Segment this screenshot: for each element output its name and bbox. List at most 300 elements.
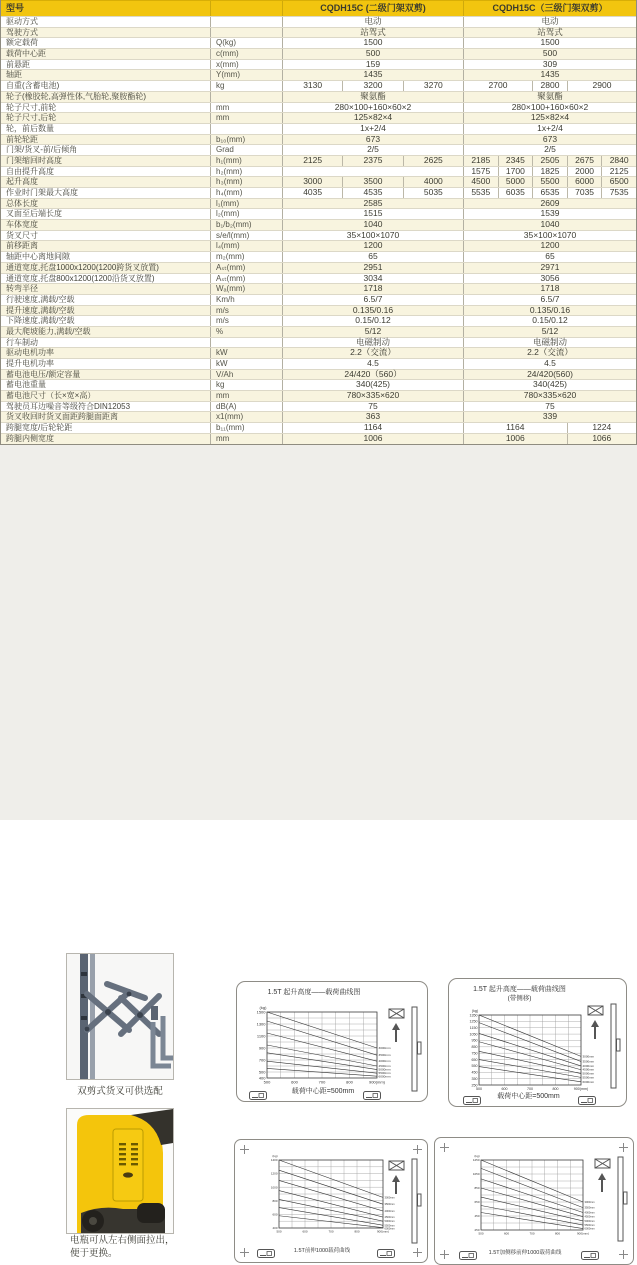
- svg-text:500: 500: [478, 1231, 484, 1236]
- spec-value-cell: 1x+2/4: [360, 122, 386, 133]
- chart2-caption: 载荷中心距=500mm: [497, 1093, 560, 1100]
- spec-value-group: [464, 423, 636, 433]
- spec-value-group: [283, 188, 464, 198]
- spec-label-cell: 前悬距: [1, 60, 211, 70]
- spec-label-cell: 轮子(橡胶轮,高弹性体,气胎轮,聚胺酯轮): [1, 92, 211, 102]
- spec-value-group: [283, 412, 464, 422]
- spec-label-cell: 跨腿内侧宽度: [1, 434, 211, 444]
- spec-unit-cell: Wₐ(mm): [211, 284, 283, 294]
- svg-text:4500mm: 4500mm: [582, 1067, 595, 1072]
- svg-text:4500mm: 4500mm: [584, 1215, 595, 1219]
- spec-label-cell: 下降速度,满载/空载: [1, 316, 211, 326]
- spec-value-cell: 1500: [540, 37, 560, 48]
- spec-value-cell: 2505: [532, 156, 567, 166]
- spec-label-cell: 轮，前后数量: [1, 124, 211, 134]
- spec-value-cell: 3056: [540, 272, 560, 283]
- spec-label-cell: 货叉收回时货叉面距跨腿面距离: [1, 412, 211, 422]
- spec-unit-cell: b₁/b₂(mm): [211, 220, 283, 230]
- svg-text:3500mm: 3500mm: [378, 1053, 391, 1058]
- svg-text:1350: 1350: [469, 1013, 478, 1018]
- svg-text:1500: 1500: [256, 1009, 266, 1015]
- spec-value-cell: 2000: [567, 167, 602, 177]
- spec-unit-cell: l₂(mm): [211, 209, 283, 219]
- spec-value-group: [283, 81, 464, 91]
- svg-text:700: 700: [258, 1057, 266, 1063]
- spec-value-group: [464, 177, 636, 187]
- spec-unit-cell: b₁₁(mm): [211, 423, 283, 433]
- spec-label-cell: 轴距中心离地间隙: [1, 252, 211, 262]
- spec-table-row: [1, 251, 636, 262]
- spec-value-cell: 3034: [363, 272, 383, 283]
- spec-label-cell: 作业时门架最大高度: [1, 188, 211, 198]
- spec-value-cell: 6500: [601, 177, 636, 187]
- svg-text:5500mm: 5500mm: [378, 1071, 391, 1076]
- svg-text:3500mm: 3500mm: [584, 1206, 595, 1210]
- spec-unit-cell: V/Ah: [211, 370, 283, 380]
- spec-value-cell: 4000: [403, 177, 463, 187]
- spec-unit-cell: dB(A): [211, 402, 283, 412]
- svg-text:3500mm: 3500mm: [582, 1059, 595, 1064]
- spec-value-group: [464, 370, 636, 380]
- svg-text:3000mm: 3000mm: [384, 1196, 395, 1200]
- spec-value-group: [464, 338, 636, 348]
- spec-label-cell: 叉面至后端长度: [1, 209, 211, 219]
- spec-value-group: [283, 380, 464, 390]
- svg-text:600: 600: [503, 1231, 510, 1236]
- spec-value-cell: 6035: [498, 188, 533, 198]
- svg-text:(kg): (kg): [471, 1009, 479, 1013]
- spec-value-group: [283, 434, 464, 444]
- spec-table-row: [1, 433, 636, 444]
- spec-table-row: [1, 369, 636, 380]
- svg-text:250: 250: [474, 1228, 480, 1233]
- spec-table-row: [1, 379, 636, 390]
- svg-text:1050: 1050: [469, 1032, 478, 1037]
- spec-label-cell: 自由提升高度: [1, 167, 211, 177]
- spec-label-cell: 提升速度,满载/空载: [1, 306, 211, 316]
- spec-value-cell: 6.5/7: [540, 293, 560, 304]
- spec-value-group: [464, 412, 636, 422]
- spec-unit-cell: mm: [211, 434, 283, 444]
- chart1-caption: 载荷中心距=500mm: [291, 1088, 355, 1095]
- spec-value-group: [464, 359, 636, 369]
- spec-value-group: [283, 103, 464, 113]
- spec-value-cell: 1164: [506, 422, 525, 433]
- spec-value-cell: 1x+2/4: [537, 122, 563, 133]
- spec-value-group: [283, 306, 464, 316]
- spec-label-cell: 轮子尺寸,前轮: [1, 103, 211, 113]
- battery-side-photo: [66, 1108, 174, 1234]
- svg-text:750: 750: [471, 1051, 478, 1056]
- spec-label-cell: 通道宽度,托盘1000x1200(1200跨货叉放置): [1, 263, 211, 273]
- svg-text:850: 850: [471, 1045, 478, 1050]
- header-unit-cell: [211, 1, 283, 16]
- spec-table-row: [1, 155, 636, 166]
- svg-text:1100: 1100: [256, 1033, 266, 1039]
- mast-lift-icon: [594, 1156, 628, 1244]
- spec-table-row: [1, 208, 636, 219]
- spec-value-cell: 280×100+160×60×2: [511, 101, 589, 112]
- spec-value-cell: 1515: [363, 208, 383, 219]
- spec-value-group: [283, 167, 464, 177]
- svg-text:1000: 1000: [270, 1185, 278, 1190]
- svg-text:600: 600: [272, 1212, 278, 1217]
- spec-unit-cell: mm: [211, 113, 283, 123]
- header-model-label: 型号: [1, 1, 211, 16]
- spec-table-row: [1, 176, 636, 187]
- spec-value-cell: 7035: [567, 188, 602, 198]
- spec-unit-cell: m/s: [211, 316, 283, 326]
- spec-unit-cell: %: [211, 327, 283, 337]
- spec-value-cell: 2/5: [367, 144, 379, 155]
- spec-value-cell: 1825: [532, 167, 567, 177]
- spec-value-cell: 聚氨酯: [360, 90, 386, 101]
- spec-table-row: [1, 112, 636, 123]
- spec-value-group: [283, 124, 464, 134]
- spec-unit-cell: Y(mm): [211, 70, 283, 80]
- svg-text:1250: 1250: [472, 1158, 480, 1163]
- spec-value-group: [283, 145, 464, 155]
- spec-value-group: [283, 327, 464, 337]
- spec-value-group: [464, 209, 636, 219]
- spec-unit-cell: h₁(mm): [211, 156, 283, 166]
- spec-value-group: [464, 391, 636, 401]
- spec-value-cell: 1539: [540, 208, 560, 219]
- battery-caption-line1: 电瓶可从左右侧面拉出，: [70, 1235, 175, 1246]
- mast-lift-icon: [388, 1158, 422, 1246]
- svg-text:6000mm: 6000mm: [384, 1227, 395, 1231]
- spec-value-cell: 1200: [363, 240, 383, 251]
- spec-value-group: [464, 81, 636, 91]
- spec-value-cell: 4535: [342, 188, 402, 198]
- spec-label-cell: 驾驶员耳边噪音等级符合DIN12053: [1, 402, 211, 412]
- spec-unit-cell: h₂(mm): [211, 167, 283, 177]
- spec-value-group: [464, 327, 636, 337]
- spec-unit-cell: x1(mm): [211, 412, 283, 422]
- svg-text:4000mm: 4000mm: [584, 1211, 595, 1215]
- spec-value-group: [464, 156, 636, 166]
- spec-label-cell: 提升电机功率: [1, 359, 211, 369]
- spec-unit-cell: l₄(mm): [211, 241, 283, 251]
- spec-value-group: [283, 284, 464, 294]
- spec-table-row: [1, 48, 636, 59]
- svg-text:3000mm: 3000mm: [378, 1046, 391, 1050]
- spec-value-cell: 4.5: [367, 358, 379, 368]
- spec-unit-cell: Aₛₜ(mm): [211, 274, 283, 284]
- spec-value-group: [464, 295, 636, 305]
- spec-value-cell: 35×100×1070: [523, 229, 577, 240]
- spec-value-cell: 363: [365, 411, 381, 422]
- spec-value-group: [283, 348, 464, 358]
- spec-value-cell: 1718: [540, 283, 560, 294]
- spec-unit-cell: x(mm): [211, 60, 283, 70]
- spec-value-cell: 0.15/0.12: [355, 315, 391, 326]
- spec-value-cell: 2.2（交流）: [350, 347, 396, 358]
- spec-unit-cell: kW: [211, 359, 283, 369]
- spec-unit-cell: s/e/l(mm): [211, 231, 283, 241]
- spec-value-group: [283, 156, 464, 166]
- spec-value-cell: 2971: [540, 261, 560, 272]
- spec-label-cell: 额定载荷: [1, 38, 211, 48]
- svg-text:1200: 1200: [270, 1171, 278, 1176]
- spec-label-cell: 行驶速度,满载/空载: [1, 295, 211, 305]
- spec-label-cell: 跨腿宽度/后轮轮距: [1, 423, 211, 433]
- svg-text:550: 550: [471, 1064, 478, 1069]
- spec-value-cell: 673: [542, 133, 558, 144]
- spec-value-cell: 65: [545, 251, 555, 262]
- spec-label-cell: 轴距: [1, 70, 211, 80]
- spec-table-row: [1, 401, 636, 412]
- spec-value-group: [464, 17, 636, 27]
- spec-unit-cell: mm: [211, 103, 283, 113]
- spec-unit-cell: Q(kg): [211, 38, 283, 48]
- svg-text:800: 800: [554, 1231, 561, 1236]
- spec-value-group: [464, 199, 636, 209]
- spec-value-group: [283, 391, 464, 401]
- header-model-a: CQDH15C (二级门架双剪): [283, 1, 464, 16]
- spec-unit-cell: [211, 17, 283, 27]
- spec-table-body: [1, 16, 636, 444]
- spec-label-cell: 前移距离: [1, 241, 211, 251]
- spec-value-group: [464, 231, 636, 241]
- battery-caption-line2: 便于更换。: [70, 1248, 118, 1259]
- spec-value-group: [464, 60, 636, 70]
- spec-value-group: [283, 209, 464, 219]
- spec-table-row: [1, 144, 636, 155]
- spec-value-cell: 2675: [567, 156, 602, 166]
- svg-text:3500mm: 3500mm: [384, 1203, 395, 1207]
- chart2-title: 1.5T 起升高度——载荷曲线图: [473, 986, 566, 993]
- spec-value-cell: 1575: [471, 165, 491, 176]
- spec-value-cell: 站驾式: [360, 26, 386, 37]
- lower-band: [0, 445, 637, 1259]
- svg-text:900: 900: [258, 1045, 266, 1051]
- spec-label-cell: 总体长度: [1, 199, 211, 209]
- chart2-subtitle: (带侧移): [507, 995, 532, 1002]
- spec-value-group: [283, 135, 464, 145]
- spec-value-cell: 0.135/0.16: [352, 304, 394, 315]
- spec-value-group: [283, 295, 464, 305]
- spec-unit-cell: l₁(mm): [211, 199, 283, 209]
- spec-unit-cell: h₃(mm): [211, 177, 283, 187]
- spec-table-row: [1, 294, 636, 305]
- spec-value-cell: 5/12: [541, 325, 559, 336]
- spec-value-group: [283, 49, 464, 59]
- svg-text:600: 600: [291, 1079, 298, 1085]
- load-curve-panel-4: [434, 1137, 634, 1265]
- spec-value-cell: 6.5/7: [363, 293, 383, 304]
- svg-text:500: 500: [263, 1079, 271, 1085]
- spec-label-cell: 车体宽度: [1, 220, 211, 230]
- spec-value-group: [464, 306, 636, 316]
- svg-text:800: 800: [354, 1229, 360, 1234]
- svg-text:500: 500: [258, 1069, 266, 1075]
- spec-value-group: [464, 220, 636, 230]
- svg-text:800: 800: [346, 1079, 353, 1085]
- spec-label-cell: 货叉尺寸: [1, 231, 211, 241]
- spec-value-cell: 1224: [567, 423, 636, 433]
- spec-label-cell: 最大爬坡能力,满载/空载: [1, 327, 211, 337]
- battery-side-illustration: [67, 1109, 173, 1233]
- spec-value-cell: 1435: [540, 69, 560, 80]
- spec-value-cell: 309: [542, 58, 558, 69]
- svg-text:6000mm: 6000mm: [582, 1079, 595, 1084]
- spec-value-cell: 5035: [403, 188, 463, 198]
- spec-table-row: [1, 305, 636, 316]
- spec-value-group: [283, 70, 464, 80]
- spec-value-group: [464, 49, 636, 59]
- svg-text:700: 700: [328, 1229, 334, 1234]
- spec-value-cell: 5000: [498, 177, 533, 187]
- svg-text:5000mm: 5000mm: [378, 1067, 391, 1072]
- spec-unit-cell: kg: [211, 81, 283, 91]
- svg-text:4000mm: 4000mm: [384, 1210, 395, 1213]
- spec-unit-cell: b₁₀(mm): [211, 135, 283, 145]
- spec-value-cell: 0.15/0.12: [532, 315, 568, 326]
- battery-caption: [70, 1234, 215, 1260]
- spec-value-group: [464, 274, 636, 284]
- spec-value-group: [283, 402, 464, 412]
- svg-text:5500mm: 5500mm: [384, 1224, 395, 1228]
- spec-unit-cell: h₄(mm): [211, 188, 283, 198]
- spec-table: [0, 0, 637, 445]
- svg-text:800: 800: [272, 1198, 278, 1203]
- spec-value-cell: 2585: [363, 197, 383, 208]
- svg-text:250: 250: [471, 1083, 478, 1088]
- spec-value-group: [283, 423, 464, 433]
- svg-text:900(mm): 900(mm): [368, 1079, 386, 1085]
- spec-value-group: [464, 135, 636, 145]
- spec-label-cell: 转弯半径: [1, 284, 211, 294]
- spec-value-group: [283, 60, 464, 70]
- load-curve-panel-2: [448, 978, 627, 1107]
- mast-lift-icon: [587, 1003, 621, 1091]
- spec-value-cell: 5535: [471, 187, 491, 197]
- svg-text:4000mm: 4000mm: [378, 1059, 391, 1064]
- mast-lift-icon: [388, 1006, 422, 1094]
- spec-value-cell: 75: [368, 400, 378, 411]
- spec-table-row: [1, 27, 636, 38]
- spec-value-cell: 2185: [471, 154, 491, 165]
- spec-table-row: [1, 326, 636, 337]
- spec-value-cell: 2125: [601, 167, 636, 177]
- spec-value-cell: 2125: [303, 154, 323, 165]
- svg-text:950: 950: [471, 1038, 478, 1043]
- spec-label-cell: 驾驶方式: [1, 28, 211, 38]
- spec-value-group: [283, 177, 464, 187]
- svg-text:900(mm): 900(mm): [376, 1229, 390, 1234]
- spec-value-cell: 1200: [540, 240, 560, 251]
- spec-table-row: [1, 390, 636, 401]
- spec-value-cell: 125×82×4: [530, 112, 570, 123]
- spec-value-group: [464, 284, 636, 294]
- spec-table-row: [1, 315, 636, 326]
- spec-value-group: [464, 113, 636, 123]
- spec-label-cell: 蓄电池尺寸（长×宽×高）: [1, 391, 211, 401]
- spec-unit-cell: [211, 338, 283, 348]
- spec-value-cell: 500: [365, 48, 381, 59]
- spec-value-cell: 2800: [532, 81, 567, 91]
- svg-text:(kg): (kg): [259, 1005, 267, 1010]
- spec-unit-cell: kW: [211, 348, 283, 358]
- spec-value-group: [464, 145, 636, 155]
- spec-table-row: [1, 411, 636, 422]
- svg-text:800: 800: [552, 1087, 559, 1092]
- spec-label-cell: 前轮轮距: [1, 135, 211, 145]
- spec-value-cell: 0.135/0.16: [529, 304, 571, 315]
- svg-text:600: 600: [302, 1229, 308, 1234]
- spec-value-group: [464, 252, 636, 262]
- spec-value-cell: 3130: [303, 80, 323, 91]
- svg-text:700: 700: [527, 1087, 533, 1092]
- spec-value-cell: 3500: [342, 177, 402, 187]
- spec-value-group: [283, 316, 464, 326]
- spec-label-cell: 轮子尺寸,后轮: [1, 113, 211, 123]
- spec-value-group: [464, 103, 636, 113]
- spec-table-row: [1, 16, 636, 27]
- svg-text:1250: 1250: [469, 1019, 478, 1024]
- spec-table-row: [1, 69, 636, 80]
- spec-unit-cell: kg: [211, 380, 283, 390]
- spec-value-group: [464, 434, 636, 444]
- spec-label-cell: 驱动电机功率: [1, 348, 211, 358]
- spec-value-cell: 6000: [567, 177, 602, 187]
- spec-value-cell: 340(425): [355, 379, 391, 390]
- spec-value-cell: 159: [365, 58, 381, 69]
- spec-value-cell: 3200: [342, 81, 402, 91]
- svg-text:3000mm: 3000mm: [584, 1201, 595, 1204]
- svg-text:900(mm): 900(mm): [573, 1087, 589, 1092]
- spec-value-group: [283, 274, 464, 284]
- svg-text:400: 400: [258, 1075, 266, 1081]
- spec-value-cell: 电动: [364, 16, 382, 26]
- spec-label-cell: 自重(含蓄电池): [1, 81, 211, 91]
- spec-value-cell: 780×335×620: [523, 390, 577, 401]
- scissor-fork-photo: [66, 953, 174, 1080]
- spec-value-group: [283, 370, 464, 380]
- spec-value-cell: 5500: [532, 177, 567, 187]
- spec-value-group: [283, 28, 464, 38]
- spec-value-group: [464, 124, 636, 134]
- spec-table-row: [1, 166, 636, 177]
- svg-text:400: 400: [272, 1226, 278, 1231]
- spec-value-group: [283, 38, 464, 48]
- spec-value-cell: 7535: [601, 188, 636, 198]
- spec-unit-cell: Km/h: [211, 295, 283, 305]
- spec-table-row: [1, 240, 636, 251]
- spec-value-cell: 1164: [363, 422, 383, 433]
- svg-text:1050: 1050: [472, 1172, 480, 1177]
- spec-label-cell: 载荷中心距: [1, 49, 211, 59]
- svg-text:500: 500: [476, 1087, 482, 1092]
- spec-table-row: [1, 273, 636, 284]
- spec-value-cell: 1500: [363, 37, 383, 48]
- spec-unit-cell: [211, 124, 283, 134]
- spec-value-cell: 340(425): [532, 379, 568, 390]
- spec-unit-cell: c(mm): [211, 49, 283, 59]
- svg-text:3000mm: 3000mm: [582, 1054, 595, 1059]
- spec-value-cell: 电磁制动: [532, 336, 567, 347]
- svg-text:5000mm: 5000mm: [384, 1220, 395, 1224]
- spec-value-cell: 673: [365, 133, 381, 144]
- spec-value-cell: 24/420（560）: [344, 368, 402, 379]
- svg-text:1150: 1150: [469, 1025, 478, 1030]
- spec-value-group: [283, 338, 464, 348]
- spec-value-cell: 3270: [403, 81, 463, 91]
- svg-text:6000mm: 6000mm: [584, 1227, 595, 1231]
- svg-text:5000mm: 5000mm: [582, 1071, 595, 1076]
- svg-text:(kg): (kg): [474, 1154, 480, 1158]
